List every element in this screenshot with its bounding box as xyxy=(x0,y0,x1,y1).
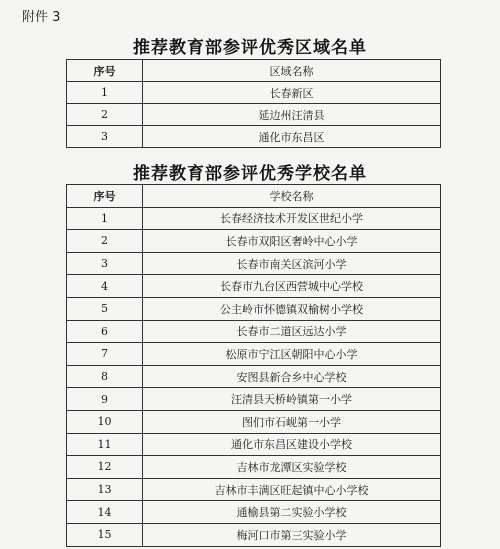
row-name: 吉林市龙潭区实验学校 xyxy=(143,456,441,479)
table-row xyxy=(67,456,441,479)
row-name: 图们市石岘第一小学 xyxy=(143,410,441,433)
row-name: 通化市东昌区建设小学校 xyxy=(143,433,441,456)
row-num: 5 xyxy=(67,297,143,320)
row-num: 1 xyxy=(67,207,143,230)
row-num: 2 xyxy=(67,230,143,253)
row-num: 3 xyxy=(67,252,143,275)
row-num: 1 xyxy=(67,82,143,104)
region-table-header-row xyxy=(67,60,441,82)
row-num: 12 xyxy=(67,456,143,479)
row-name: 延边州汪清县 xyxy=(143,104,441,126)
row-name: 公主岭市怀德镇双榆树小学校 xyxy=(143,297,441,320)
row-num: 10 xyxy=(67,410,143,433)
region-list-title: 推荐教育部参评优秀区域名单 xyxy=(133,38,367,58)
row-name: 吉林市丰满区旺起镇中心小学校 xyxy=(143,478,441,501)
row-num: 7 xyxy=(67,343,143,366)
row-num: 11 xyxy=(67,433,143,456)
table-row xyxy=(67,230,441,253)
table-row xyxy=(67,501,441,524)
table-row xyxy=(67,388,441,411)
region-table xyxy=(66,59,441,148)
row-num: 9 xyxy=(67,388,143,411)
table-row xyxy=(67,126,441,148)
table-row xyxy=(67,207,441,230)
row-name: 长春经济技术开发区世纪小学 xyxy=(143,207,441,230)
table-row xyxy=(67,320,441,343)
row-name: 松原市宁江区朝阳中心小学 xyxy=(143,343,441,366)
attachment-label: 附件 3 xyxy=(22,10,61,25)
school-table xyxy=(66,184,441,547)
row-num: 6 xyxy=(67,320,143,343)
school-list-title: 推荐教育部参评优秀学校名单 xyxy=(133,164,367,184)
row-name: 通化市东昌区 xyxy=(143,126,441,148)
row-num: 8 xyxy=(67,365,143,388)
row-num: 4 xyxy=(67,275,143,298)
table-row xyxy=(67,343,441,366)
row-name: 长春市九台区西营城中心学校 xyxy=(143,275,441,298)
row-num: 2 xyxy=(67,104,143,126)
row-name: 长春市南关区滨河小学 xyxy=(143,252,441,275)
table-row xyxy=(67,275,441,298)
school-table-header-row xyxy=(67,185,441,208)
table-row xyxy=(67,365,441,388)
row-name: 长春市双阳区奢岭中心小学 xyxy=(143,230,441,253)
table-row xyxy=(67,297,441,320)
region-header-num: 序号 xyxy=(67,60,143,82)
row-name: 梅河口市第三实验小学 xyxy=(143,523,441,546)
row-num: 15 xyxy=(67,523,143,546)
table-row xyxy=(67,478,441,501)
region-header-name: 区域名称 xyxy=(143,60,441,82)
table-row xyxy=(67,252,441,275)
row-num: 14 xyxy=(67,501,143,524)
row-name: 长春市二道区远达小学 xyxy=(143,320,441,343)
table-row xyxy=(67,433,441,456)
row-name: 通榆县第二实验小学校 xyxy=(143,501,441,524)
row-name: 长春新区 xyxy=(143,82,441,104)
school-header-num: 序号 xyxy=(67,185,143,208)
row-num: 13 xyxy=(67,478,143,501)
table-row xyxy=(67,523,441,546)
row-name: 汪清县天桥岭镇第一小学 xyxy=(143,388,441,411)
table-row xyxy=(67,82,441,104)
row-num: 3 xyxy=(67,126,143,148)
table-row xyxy=(67,104,441,126)
school-header-name: 学校名称 xyxy=(143,185,441,208)
table-row xyxy=(67,410,441,433)
row-name: 安图县新合乡中心学校 xyxy=(143,365,441,388)
